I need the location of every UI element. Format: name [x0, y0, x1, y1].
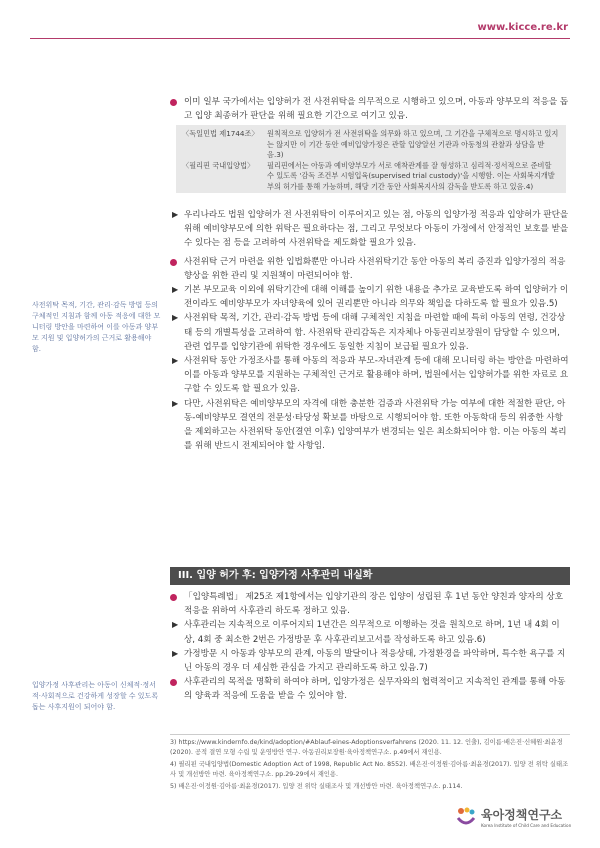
bullet-dot-icon [170, 679, 177, 686]
bullet-dot-icon [170, 594, 177, 601]
bullet-item [170, 95, 570, 123]
law-row-germany [182, 129, 560, 161]
header-rule [30, 38, 570, 39]
footnote-5: 5) 배은진·이정원·김아름·최윤경(2017). 입양 전 위탁 실태조사 및 개선방안 마련. 육아정책연구소. p.114. [170, 783, 463, 790]
footnote-rule [170, 734, 570, 735]
law-row-philippines [182, 161, 560, 193]
law-label: 〈독일민법 제1744조〉 [182, 129, 259, 138]
bullet-text: 사후관리의 목적을 명확히 하여야 하며, 입양가정은 실무자와의 협력적이고 지속적인 관계를 통해 아동의 양육과 적응에 도움을 받을 수 있어야 함. [184, 677, 566, 702]
site-url: www.kicce.re.kr [477, 22, 568, 33]
institute-logo [455, 804, 575, 834]
law-example-box [176, 125, 566, 193]
sub-text: 사전위탁 목적, 기간, 관리·감독 방법 등에 대해 구체적인 지침을 마련할 때에 특히 아동의 연령, 건강상태 등의 개별특성을 고려하여 함. 사전위탁 관리감독은 지자체나 아동권리보장원이 담당할 수 있으며, 관련 업무를 입양기관에 위탁한 경우에도 동일한 지침이 보급될 필요가 있음. [184, 313, 566, 352]
sub-item [170, 397, 570, 454]
bullet-text: 사전위탁 근거 마련을 위한 입법화뿐만 아니라 사전위탁기간 동안 아동의 복리 증진과 입양가정의 적응 향상을 위한 관리 및 지원책이 마련되어야 함. [184, 256, 566, 281]
triangle-bullet-icon: ▶ [172, 356, 179, 366]
sub-item [170, 311, 570, 354]
sub-text: 우리나라도 법원 입양허가 전 사전위탁이 이루어지고 있는 점, 아동의 입양가정 적응과 입양허가 판단을 위해 예비양부모에 의한 위탁은 필요하다는 점, 그리고 무엇보다 아동이 가정에서 안정적인 보호를 받을 수 있다는 점 등을 고려하여 사전위탁을 제도화할 필요가 있음. [184, 210, 569, 249]
sidebar-note-postcare: 입양가정 사후관리는 아동이 신체적·정서적·사회적으로 건강하게 성장할 수 있도록 돕는 사후지원이 되어야 함. [32, 681, 159, 711]
bullet-item [170, 590, 570, 618]
sub-item [170, 354, 570, 397]
bullet-text: 「입양특례법」 제25조 제1항에서는 입양기관의 장은 입양이 성립된 후 1년 동안 양친과 양자의 상호적응을 위하여 사후관리 하도록 정하고 있음. [184, 592, 563, 617]
sub-item [170, 208, 570, 251]
logo-name: 육아정책연구소 [481, 808, 563, 822]
sub-text: 가정방문 시 아동과 양부모의 관계, 아동의 발달이나 적응상태, 가정환경을 파악하며, 특수한 욕구를 지닌 아동의 경우 더 세심한 관심을 가지고 관리하도록 하고 있음.7) [184, 648, 566, 674]
bullet-text: 이미 일부 국가에서는 입양허가 전 사전위탁을 의무적으로 시행하고 있으며, 아동과 양부모의 적응을 돕고 입양 최종허가 판단을 위해 필요한 기간으로 여기고 있음. [184, 97, 569, 122]
bullet-block-1 [170, 95, 570, 123]
triangle-bullet-icon: ▶ [172, 210, 179, 219]
footnote-3: 3) https://www.kindernfo.de/kind/adoption/#Ablauf-eines-Adoptionsverfahrens (2020. 11. 12. 인출), 김이름·배은진·신혜원·최윤경(2020). 공적 결연 모형 수립 및 운영방안 연구. 아동권리보장원·육아정책연구소. p.49에서 재인용. [170, 739, 563, 756]
logo-english-name: Korea Institute of Child Care and Education [481, 823, 572, 828]
sidebar-note-pretrial: 사전위탁 목적, 기간, 관리·감독 방법 등의 구체적인 지침과 함께 아동 적응에 대한 모니터링 방안을 마련하여 이를 아동과 양부모 지원 및 입양허가의 근거로 활용해야 함. [32, 301, 161, 353]
bullet-item [170, 255, 570, 283]
logo-mark-icon [455, 806, 477, 828]
bullet-dot-icon [170, 99, 177, 106]
sub-item [170, 647, 570, 675]
section-heading: III. 입양 허가 후: 입양가정 사후관리 내실화 [170, 567, 570, 585]
sub-text: 사전위탁 동안 가정조사를 통해 아동의 적응과 부모-자녀관계 등에 대해 모니터링 하는 방안을 마련하여 이를 아동과 양부모를 지원하는 구체적인 근거로 활용해야 하며, 법원에서는 입양허가를 위한 자료로 요구할 수 있도록 할 필요가 있음. [184, 356, 569, 395]
law-text: 필리핀에서는 아동과 예비양부모가 서로 애착관계를 잘 형성하고 심리적·정서적으로 준비할 수 있도록 '감독 조건부 시험입육(supervised trial custody)'을 시행함. 이는 사회복지개발부의 허가를 통해 가능하며, 해당 기간 동안 사회복지사의 감독을 받도록 하고 있음.4) [267, 160, 555, 191]
law-label: 〈필리핀 국내입양법〉 [182, 160, 255, 170]
sub-text: 사후관리는 지속적으로 이루어지되 1년간은 의무적으로 이행하는 것을 원칙으로 하며, 1년 내 4회 이상, 4회 중 최소한 2번은 가정방문 후 사후관리보고서를 작성하도록 하고 있음.6) [184, 620, 560, 645]
sub-item [170, 283, 570, 311]
bullet-block-3 [170, 590, 570, 704]
sub-text: 기본 부모교육 이외에 위탁기간에 대해 이해를 높이기 위한 내용을 추가로 교육받도록 하여 입양허가 이전이라도 예비양부모가 자녀양육에 있어 권리뿐만 아니라 의무와 책임을 다하도록 할 필요가 있음.5) [184, 285, 569, 310]
triangle-bullet-icon: ▶ [172, 285, 179, 295]
bullet-block-2 [170, 208, 570, 453]
footnote-4: 4) 필리핀 국내입양법(Domestic Adoption Act of 1998, Republic Act No. 8552). 배은진·이정원·김아름·최윤경(2017). 입양 전 위탁 실태조사 및 개선방안 마련. 육아정책연구소. pp.29-29에서 재인용. [170, 761, 569, 778]
triangle-bullet-icon: ▶ [172, 398, 179, 408]
triangle-bullet-icon: ▶ [172, 648, 179, 658]
law-text: 원칙적으로 입양허가 전 사전위탁을 의무화 하고 있으며, 그 기간을 구체적으로 명시하고 있지는 않지만 이 기간 동안 예비입양가정은 관할 입양알선 기관과 아동청의 관찰과 상담을 받음.3) [267, 129, 559, 159]
sub-text: 다만, 사전위탁은 예비양부모의 자격에 대한 충분한 검증과 사전위탁 가능 여부에 대한 적절한 판단, 아동-예비양부모 결연의 전문성·타당성 확보를 바탕으로 시행되어야 함. 또한 아동학대 등의 위중한 사항을 제외하고는 사전위탁 동안(결연 이후) 입양여부가 변경되는 일은 최소화되어야 함. 이는 아동의 복리를 위해 반드시 전제되어야 할 사항임. [184, 398, 567, 452]
triangle-bullet-icon: ▶ [172, 620, 179, 630]
sub-item [170, 618, 570, 646]
triangle-bullet-icon: ▶ [172, 313, 179, 323]
bullet-item [170, 675, 570, 703]
bullet-dot-icon [170, 259, 177, 266]
